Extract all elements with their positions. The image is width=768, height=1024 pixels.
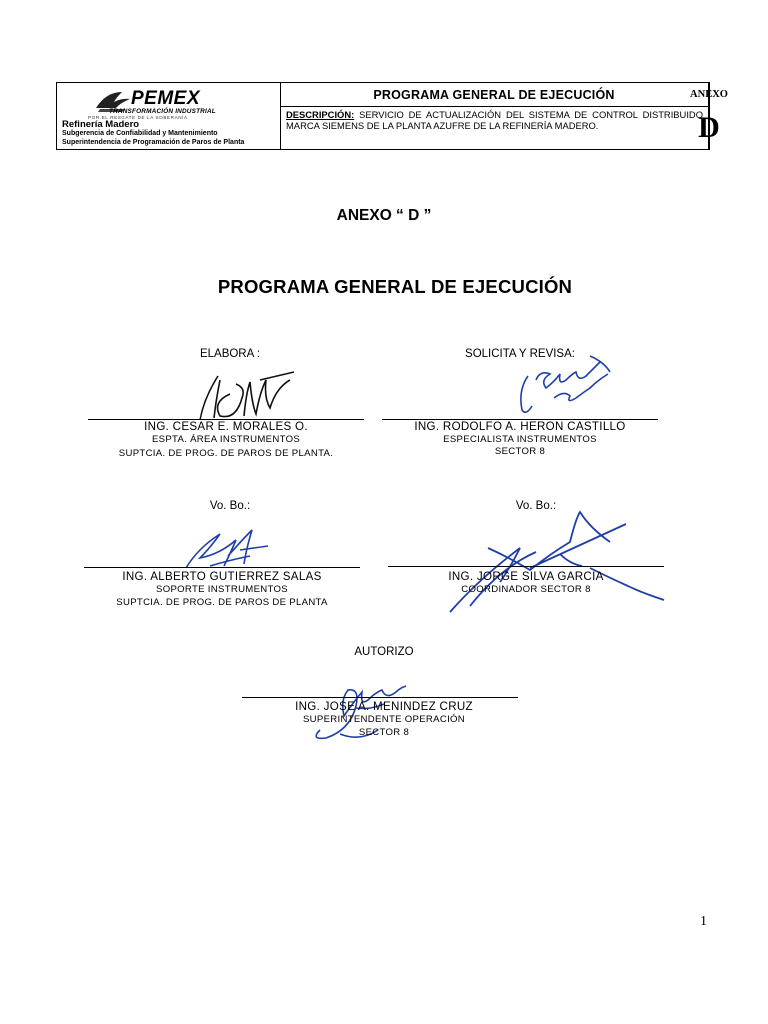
- description-label: DESCRIPCIÓN:: [286, 109, 355, 120]
- signature-elabora-icon: [190, 358, 300, 426]
- vobo-right-label: Vo. Bo.:: [515, 500, 557, 512]
- program-heading: PROGRAMA GENERAL DE EJECUCIÓN: [217, 276, 573, 297]
- elabora-name: ING. CESAR E. MORALES O.: [144, 420, 308, 433]
- org-superintendencia: Superintendencia de Programación de Paros de Planta: [62, 139, 245, 146]
- signature-line-vobo-left: [84, 567, 360, 568]
- description-text: SERVICIO DE ACTUALIZACIÓN DEL SISTEMA DE CONTROL DISTRIBUIDO MARCA SIEMENS DE LA PLANTA AZUFRE DE LA REFINERÍA MADERO.: [286, 109, 703, 131]
- vobo-right-name: ING. JORGE SILVA GARCIA: [448, 570, 604, 583]
- annex-heading: ANEXO “ D ”: [336, 207, 432, 224]
- brand-name: PEMEX: [131, 88, 201, 109]
- signature-solicita-icon: [510, 350, 620, 422]
- brand-subtitle: TRANSFORMACIÓN INDUSTRIAL: [109, 108, 216, 115]
- brand-tagline: POR EL RESCATE DE LA SOBERANÍA: [88, 115, 188, 120]
- signature-line-vobo-right: [388, 566, 664, 567]
- elabora-label: ELABORA :: [199, 348, 261, 360]
- elabora-dept: SUPTCIA. DE PROG. DE PAROS DE PLANTA.: [118, 448, 334, 459]
- solicita-sector: SECTOR 8: [494, 446, 546, 457]
- header-description: [280, 106, 708, 148]
- solicita-label: SOLICITA Y REVISA:: [465, 348, 575, 360]
- solicita-role: ESPECIALISTA INSTRUMENTOS: [443, 434, 597, 445]
- header-title: PROGRAMA GENERAL DE EJECUCIÓN: [280, 83, 708, 107]
- page-number: 1: [700, 914, 707, 929]
- solicita-name: ING. RODOLFO A. HERON CASTILLO: [414, 420, 626, 433]
- vobo-right-role: COORDINADOR SECTOR 8: [461, 584, 591, 595]
- vobo-left-role: SOPORTE INSTRUMENTOS: [156, 584, 288, 595]
- elabora-role: ESPTA. ÁREA INSTRUMENTOS: [151, 434, 301, 445]
- autorizo-name: ING. JOSE A. MENINDEZ CRUZ: [295, 700, 473, 713]
- org-subgerencia: Subgerencia de Confiabilidad y Mantenimiento: [62, 130, 218, 137]
- signature-line-autorizo: [242, 697, 518, 698]
- vobo-left-label: Vo. Bo.:: [209, 500, 251, 512]
- annex-cell: ANEXO D: [708, 83, 709, 149]
- autorizo-sector: SECTOR 8: [358, 727, 410, 738]
- autorizo-role: SUPERINTENDENTE OPERACIÓN: [302, 714, 466, 725]
- vobo-left-name: ING. ALBERTO GUTIERREZ SALAS: [122, 570, 322, 583]
- vobo-left-dept: SUPTCIA. DE PROG. DE PAROS DE PLANTA: [116, 597, 328, 608]
- org-name: Refinería Madero: [62, 119, 140, 130]
- signature-vobo-left-icon: [180, 520, 280, 572]
- autorizo-label: AUTORIZO: [354, 646, 414, 658]
- signature-vobo-right-icon: [440, 508, 670, 618]
